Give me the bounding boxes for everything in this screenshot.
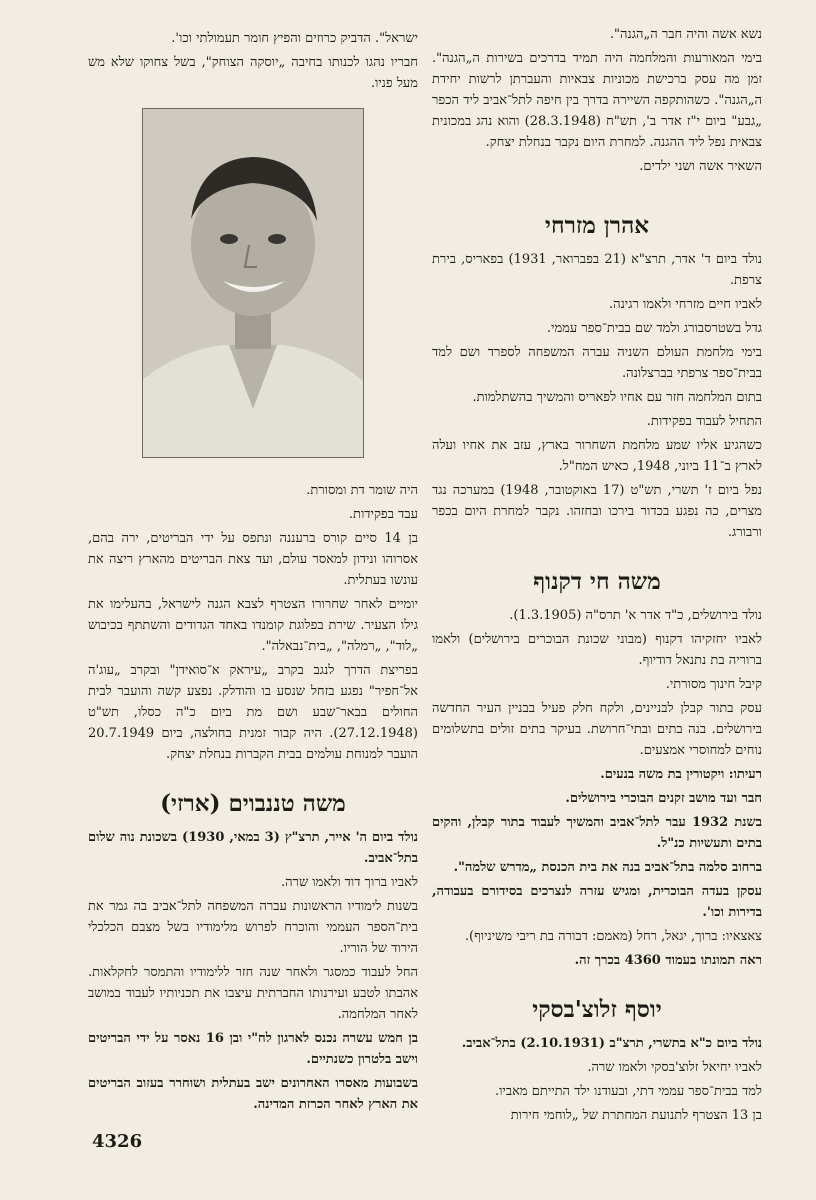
paragraph: לאביו חיים מזרחי ולאמו רגינה.	[608, 297, 762, 312]
paragraph: השאיר אשה ושני ילדים.	[639, 159, 762, 174]
paragraph: בשנות לימודיו הראשונות עברה המשפחה לתל־אביב בה גמר את בית־הספר העממי והוכרח לפרוש מלימודיו בשל מצבם הכלכלי הירוד של הוריו.	[88, 899, 418, 956]
paragraph: למד בבית־ספר עממי דתי, ובעודנו ילד התייתם מאביו.	[494, 1084, 762, 1099]
paragraph: החל לעבוד כמסגר ולאחר שנה חזר ללימודיו והתמסר לחקלאות. אהבתו לטבע ועירנותו החברתית עיצבו את תכניותיו לעבוד במושב לאחר המלחמה.	[88, 965, 418, 1022]
portrait-photo-icon	[143, 109, 363, 457]
paragraph: בימי מלחמת העולם השניה עברה המשפחה לספרד ושם למד בבית־ספר צרפתי בברצלונה.	[432, 345, 762, 381]
paragraph: עסק בתור קבלן לבניינים, ולקח חלק פעיל בבניין העיר החדשה בירושלים. בנה בתים ובתי־חרושת. בעיקר בתים זולים בתשלומים נוחים למחוסרי אמצעים.	[432, 701, 762, 758]
paragraph: נשא אשה והיה חבר ה„הגנה".	[609, 27, 762, 42]
paragraph: בן חמש עשרה נכנס לארגון לח"י ובן 16 נאסר על ידי הבריטים וישב בלטרון כשנתיים.	[88, 1031, 418, 1067]
paragraph: ברחוב סלמה בתל־אביב בנה את בית הכנסת „מדרש שלמה".	[453, 860, 762, 875]
paragraph: חבר ועד מושב זקנים הבוכרי בירושלים.	[565, 791, 762, 806]
paragraph: רעיתו: ויקטורין בת משה בנעים.	[600, 767, 762, 782]
paragraph: ראה תמונתו בעמוד 4360 בכרך זה.	[574, 953, 762, 968]
paragraph: חבריו נהגו לכנותו בחיבה „יוסקה הצוחק", בשל צחוקו שלא מש מעל פניו.	[88, 55, 418, 91]
paragraph: בתום המלחמה חזר עם אחיו לפאריס והמשיך בהשתלמות.	[472, 390, 762, 405]
paragraph: היה שומר דת ומסורת.	[306, 483, 418, 498]
paragraph: עסקן בעדה הבוכרית, ומגיש עזרה לנצרכים בסידורם בעבודה, בדירות וכו'.	[432, 884, 762, 920]
paragraph: התחיל לעבוד בפקידות.	[646, 414, 762, 429]
paragraph: נולד ביום כ"א בתשרי, תרצ"ב (2.10.1931) בתל־אביב.	[461, 1036, 762, 1051]
paragraph: בשנת 1932 עבר לתל־אביב והמשיך לעבוד בתור קבלן, והקים בתים ותעשיות כנ"ל.	[432, 815, 762, 851]
paragraph: בשבועות מאסרו האחרונים ישב בעתלית ושוחרר בעזוב הבריטים את הארץ לאחר הכרזת המדינה.	[88, 1076, 418, 1112]
right-column	[432, 24, 762, 1129]
paragraph: בן 14 סיים קורס ברעננה ונתפס על ידי הבריטים, ירה בהם, אסרוהו ונידון למאסר עולם, ועד צאת הבריטים מהארץ ריצה את עונשו בעתלית.	[88, 531, 418, 588]
paragraph: נולד ביום ה' אייר, תרצ"ץ (3 במאי, 1930) בשכונת נוה שלום בתל־אביב.	[88, 830, 419, 866]
paragraph: בימי המאורעות והמלחמה היה תמיד בדרכים בשירות ה„הגנה". זמן מה עסק ברכישת מכוניות צבאיות והעברתן לרשות יחידת ה„הגנה". כשהותקפה השיירה בדרך בין חיפה לתל־אביב ליד הכפר „גבע" ביום י"ז אדר ב', תש"ח (28.3.1948) והוא נהג במכונית צבאית נפל ליד ההגנה. למחרת היום נקבר בנחלת יצחק.	[432, 51, 762, 150]
paragraph: לאביו יחיאל זלוצ'בסקי ולאמו שרה.	[587, 1060, 762, 1075]
paragraph: כשהגיע אליו שמע מלחמת השחרור בארץ, עזב את אחיו ועלה לארץ ב־11 ביוני, 1948, כאיש המח"ל.	[432, 438, 762, 474]
paragraph: ישראל". הדביק כרוזים והפיץ חומר תעמולתי וכו'.	[171, 31, 418, 46]
paragraph: יומיים לאחר שחרורו הצטרף לצבא הגנה לישראל, בהעלימו את גילו הצעיר. שירת בפלוגת קומנדו באחד הגדודים והשתתף בכיבוש „לוד", „רמלה", „בית־נבאלה".	[88, 597, 418, 654]
paragraph: צאצאיו: ברוך, יגאל, רחל (מאמם: דבורה בת ריבי משיניוף).	[464, 929, 762, 944]
section-title-yosef-zlotchevsky: יוסף זלוצ'בסקי	[532, 996, 662, 1023]
section-title-moshe-dekanof: משה חי דקנוף	[533, 568, 661, 595]
section-title-aharon-mizrahi: אהרן מזרחי	[544, 212, 650, 239]
paragraph: עבד בפקידות.	[348, 507, 418, 522]
portrait-photo	[142, 108, 364, 458]
paragraph: נפל ביום ז' תשרי, תש"ט (17 באוקטובר, 1948) במערכה נגד מצרים, כה נפגע בכדור בירכו ובחזהו. נקבר למחרת היום בכפר ורבורג.	[432, 483, 763, 540]
paragraph: לאביו ברוך דוד ולאמו שרה.	[280, 875, 418, 890]
paragraph: גדל בשטרסבורג ולמד שם בבית־ספר עממי.	[546, 321, 762, 336]
paragraph: בן 13 הצטרף לתנועת המחתרת של „לוחמי חירות	[510, 1108, 762, 1123]
section-title-moshe-tenenbaum: משה טננבוים (ארזי)	[160, 790, 346, 817]
page-number: 4326	[92, 1131, 143, 1152]
left-column	[88, 28, 418, 1118]
paragraph: נולד ביום ד' אדר, תרצ"א (21 בפברואר, 1931) בפאריס, בירת צרפת.	[432, 252, 762, 288]
paragraph: בפריצת הדרך לנגב בקרב „עיראק א־סואידן" ובקרב „עוג'ה אל־חפיר" נפגע בזחל שנסע בו והודלק. נפצע קשה והועבר לבית החולים בבאר־שבע ושם מת ביום כ"ה כסלו, תש"ט (27.12.1948). היה קבור זמנית בחולצה, ביום 20.7.1949 הועבר למנוחת עולמים בבית הקברות בנחלת יצחק.	[88, 663, 418, 762]
paragraph: לאביו יחזקיהו דקנוף (מבוני שכונת הבוכרים בירושלים) ולאמו ברוריה בת נתנאל דודיוף.	[432, 632, 762, 668]
paragraph: נולד בירושלים, כ"ד אדר א' תרס"ה (1.3.1905).	[509, 608, 762, 623]
paragraph: קיבל חינוך מסורתי.	[665, 677, 762, 692]
